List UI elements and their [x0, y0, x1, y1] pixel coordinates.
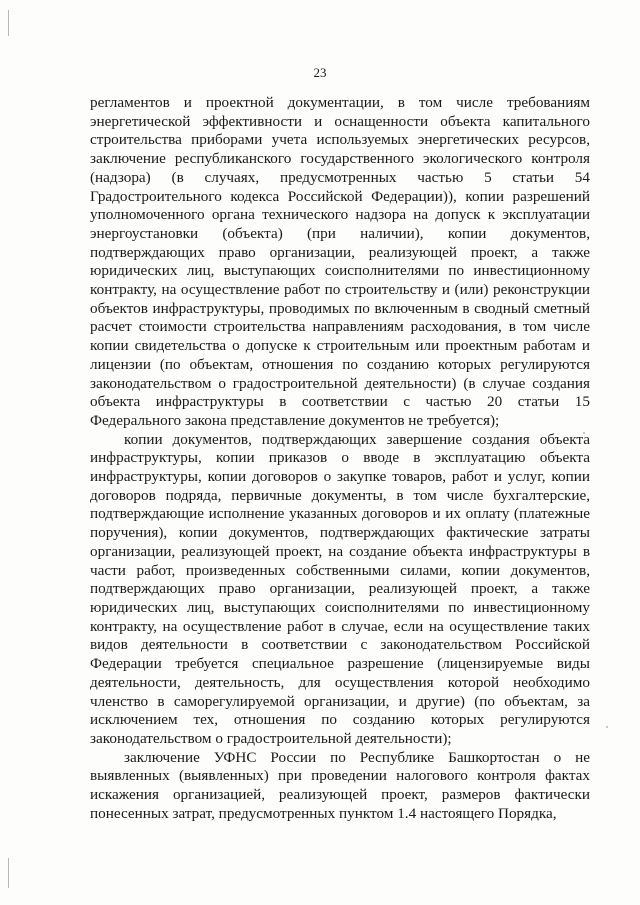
paragraph-continuation: регламентов и проектной документации, в том числе требованиям энергетической эффективности и оснащенности объекта капитального строительства приборами учета используемых энергетических ресурсов, заключение республиканского государственного экологического контроля (надзора) (в случаях, предусмотренных частью 5 статьи 54 Градостроительного кодекса Российской Федерации)), копии разрешений уполномоченного органа технического надзора на допуск к эксплуатации энергоустановки (объекта) (при наличии), копии документов, подтверждающих право организации, реализующей проект, а также юридических лиц, выступающих соисполнителями по инвестиционному контракту, на осуществление работ по строительству и (или) реконструкции объектов инфраструктуры, проводимых по включенным в сводный сметный расчет стоимости строительства направлениям расходования, в том числе копии свидетельства о допуске к строительным или проектным работам и лицензии (по объектам, отношения по созданию которых регулируются законодательством о градостроительной деятельности) (в случае создания объекта инфраструктуры в соответствии с частью 20 статьи 15 Федерального закона представление документов не требуется); — [90, 94, 590, 429]
paragraph-infrastructure-documents: копии документов, подтверждающих завершение создания объекта инфраструктуры, копии приказов о вводе в эксплуатацию объекта инфраструктуры, копии договоров о закупке товаров, работ и услуг, копии договоров подряда, первичные документы, в том числе бухгалтерские, подтверждающие исполнение указанных договоров и их оплату (платежные поручения), копии документов, подтверждающих фактические затраты организации, реализующей проект, на создание объекта инфраструктуры в части работ, произведенных собственными силами, копии документов, подтверждающих право организации, реализующей проект, а также юридических лиц, выступающих соисполнителями по инвестиционному контракту, на осуществление работ в случае, если на осуществление таких видов деятельности в соответствии с законодательством Российской Федерации требуется специальное разрешение (лицензируемые виды деятельности, деятельность, для осуществления которой необходимо членство в саморегулируемой организации, и другие) (по объектам, за исключением тех, отношения по созданию которых регулируются законодательством о градостроительной деятельности); — [90, 430, 590, 747]
scan-edge-mark — [8, 10, 9, 36]
scan-edge-mark — [8, 858, 9, 888]
page-number: 23 — [313, 65, 327, 80]
document-body — [90, 94, 590, 823]
scan-speck — [606, 726, 608, 728]
paragraph-tax-conclusion: заключение УФНС России по Республике Башкортостан о не выявленных (выявленных) при проведении налогового контроля фактах искажения организацией, реализующей проект, размеров фактически понесенных затрат, предусмотренных пунктом 1.4 настоящего Порядка, — [90, 748, 590, 822]
